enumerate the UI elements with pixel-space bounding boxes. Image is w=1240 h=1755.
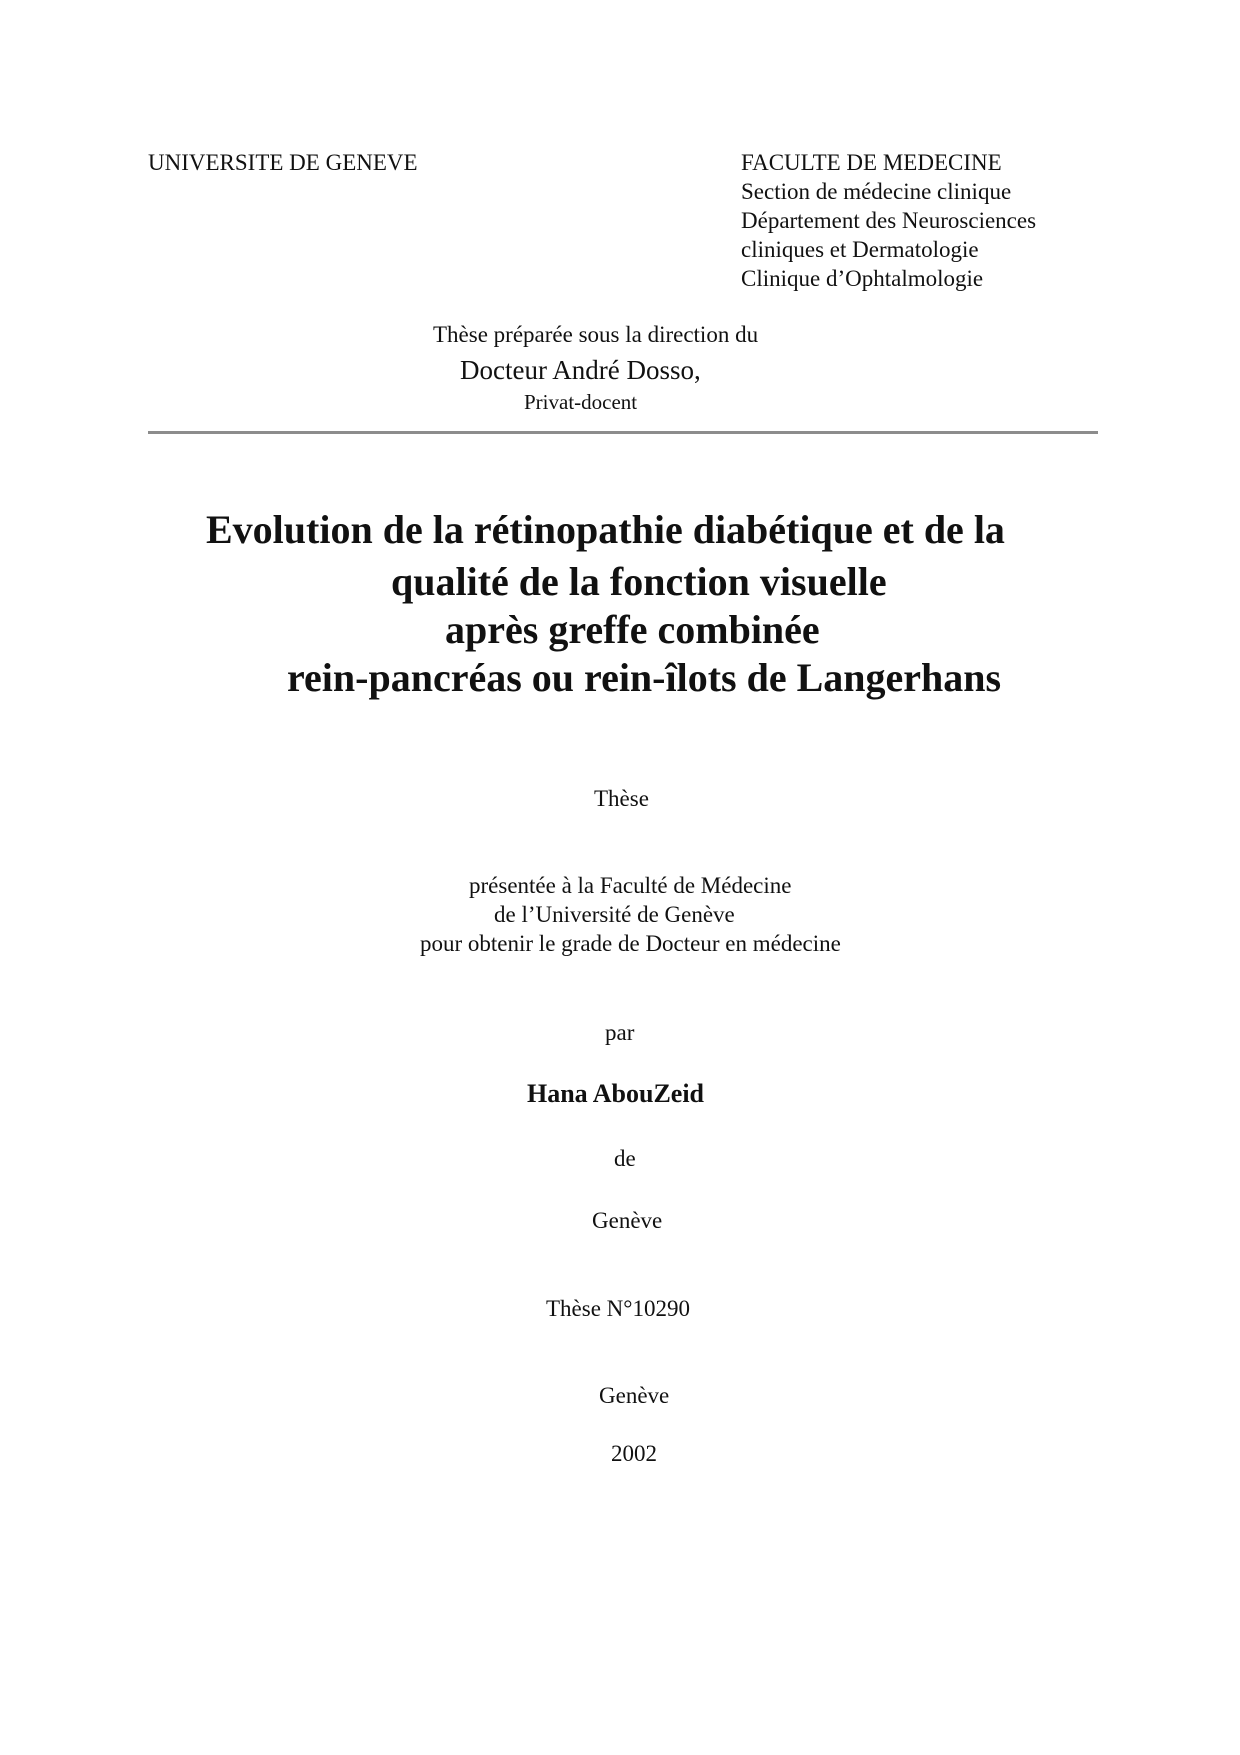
department-name-line2: cliniques et Dermatologie [741, 237, 979, 262]
publication-year: 2002 [611, 1441, 657, 1466]
publication-place: Genève [599, 1383, 670, 1408]
thesis-title-line4: rein-pancréas ou rein-îlots de Langerhans [287, 655, 1002, 700]
section-name: Section de médecine clinique [741, 179, 1012, 204]
clinic-name: Clinique d’Ophtalmologie [741, 266, 984, 291]
author-origin: Genève [592, 1208, 663, 1233]
presentation-line1: présentée à la Faculté de Médecine [469, 873, 792, 898]
director-name: Docteur André Dosso, [460, 355, 701, 385]
faculty-block [741, 148, 1036, 293]
faculty-name: FACULTE DE MEDECINE [741, 150, 1002, 175]
thesis-title-line1: Evolution de la rétinopathie diabétique et de la [206, 507, 1005, 552]
university-name: UNIVERSITE DE GENEVE [148, 150, 418, 175]
thesis-number: Thèse N°10290 [546, 1296, 690, 1321]
de-label: de [614, 1146, 636, 1171]
presentation-line2: de l’Université de Genève [494, 902, 735, 927]
author-name: Hana AbouZeid [527, 1079, 705, 1108]
department-name-line1: Département des Neurosciences [741, 208, 1037, 233]
thesis-title-line2: qualité de la fonction visuelle [391, 559, 887, 604]
presentation-line3: pour obtenir le grade de Docteur en médecine [420, 931, 841, 956]
these-label: Thèse [594, 786, 649, 811]
horizontal-divider [148, 431, 1098, 434]
direction-intro: Thèse préparée sous la direction du [433, 322, 759, 347]
thesis-title-line3: après greffe combinée [445, 607, 820, 652]
par-label: par [605, 1020, 635, 1045]
director-role: Privat-docent [524, 390, 638, 414]
